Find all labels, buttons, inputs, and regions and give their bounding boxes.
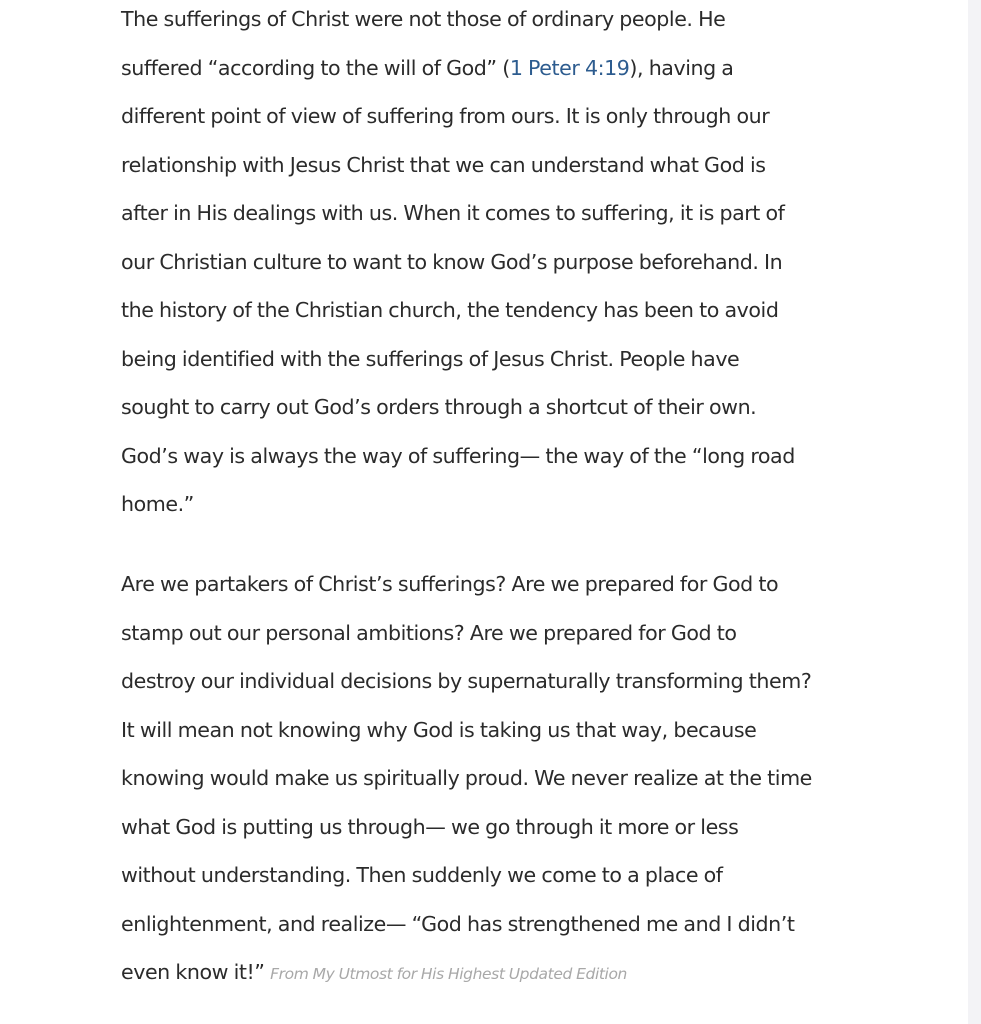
paragraph-1-line-3: different point of view of suffering from ours. It is only through our [121,104,770,128]
paragraph-2-line-3: destroy our individual decisions by supernaturally transforming them? [121,669,812,693]
line-text-after-reference: ), having a [629,56,734,80]
paragraph-1-line-1: The sufferings of Christ were not those of ordinary people. He [121,7,726,31]
paragraph-2-line-4: It will mean not knowing why God is taking us that way, because [121,718,757,742]
line-text-before-reference: suffered “according to the will of God” ( [121,56,510,80]
paragraph-1-line-5: after in His dealings with us. When it comes to suffering, it is part of [121,201,785,225]
paragraph-1-line-11: home.” [121,492,194,516]
paragraph-2-line-5: knowing would make us spiritually proud. We never realize at the time [121,766,812,790]
paragraph-2-line-9 [121,957,627,989]
paragraph-1-line-2 [121,53,733,83]
paragraph-2-line-2: stamp out our personal ambitions? Are we prepared for God to [121,621,737,645]
scripture-reference-link[interactable]: 1 Peter 4:19 [509,56,630,80]
paragraph-2-line-8: enlightenment, and realize— “God has strengthened me and I didn’t [121,912,795,936]
paragraph-1-line-4: relationship with Jesus Christ that we can understand what God is [121,153,766,177]
paragraph-1-line-10: God’s way is always the way of suffering— the way of the “long road [121,444,795,468]
paragraph-2-line-6: what God is putting us through— we go through it more or less [121,815,739,839]
paragraph-1-line-9: sought to carry out God’s orders through a shortcut of their own. [121,395,757,419]
paragraph-1-line-6: our Christian culture to want to know God’s purpose beforehand. In [121,250,783,274]
paragraph-2-line-7: without understanding. Then suddenly we come to a place of [121,863,723,887]
source-attribution: From My Utmost for His Highest Updated Edition [270,965,627,983]
closing-quote-text: even know it!” [121,960,265,984]
paragraph-2-line-1: Are we partakers of Christ’s sufferings? Are we prepared for God to [121,572,779,596]
paragraph-1-line-8: being identified with the sufferings of Jesus Christ. People have [121,347,740,371]
paragraph-1-line-7: the history of the Christian church, the tendency has been to avoid [121,298,779,322]
